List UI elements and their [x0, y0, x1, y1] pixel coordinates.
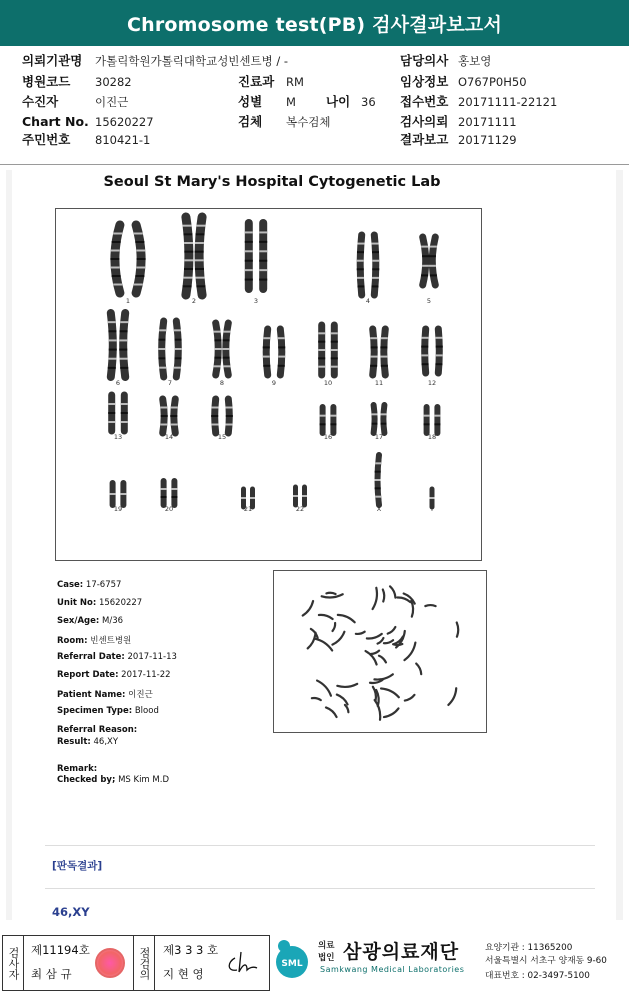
- department-value: RM: [286, 75, 304, 89]
- cytogenetic-report: [12, 170, 616, 920]
- sexage-value: M/36: [102, 616, 124, 626]
- examiner-license: 제11194호: [31, 943, 90, 957]
- chromosome-label-19: 19: [113, 505, 123, 513]
- id-value: 810421-1: [95, 133, 151, 147]
- signature-box: [2, 935, 270, 991]
- metaphase-chromosome: [384, 640, 393, 643]
- metaphase-chromosome: [317, 681, 331, 696]
- metaphase-chromosome: [448, 688, 456, 705]
- chromosome-label-1: 1: [125, 297, 131, 305]
- metaphase-chromosome: [384, 708, 399, 717]
- checker-name: 지 현 영: [163, 967, 204, 981]
- lab-title: Seoul St Mary's Hospital Cytogenetic Lab: [103, 174, 441, 190]
- metaphase-spread: [274, 571, 486, 732]
- divider: [45, 845, 595, 846]
- room-value: 빈센트병원: [90, 636, 132, 646]
- patient-name-value: 이진근: [128, 690, 153, 700]
- sexage-label: Sex/Age:: [57, 616, 100, 626]
- chromosome-17-2: [383, 405, 384, 433]
- checked-label: Checked by;: [57, 775, 116, 785]
- sex-label: 성별: [238, 94, 263, 109]
- checker-label: [133, 936, 155, 990]
- chromosome-label-10: 10: [323, 379, 333, 387]
- institution-value: 가톨릭학원가톨릭대학교성빈센트병 / -: [95, 54, 289, 68]
- metaphase-chromosome: [373, 588, 377, 609]
- chromosome-label-5: 5: [426, 297, 432, 305]
- doctor-value: 홍보영: [458, 54, 492, 68]
- metaphase-chromosome: [303, 601, 313, 616]
- examiner-label: [3, 936, 24, 990]
- metaphase-chromosome: [373, 687, 376, 701]
- metaphase-image: [273, 570, 487, 733]
- metaphase-chromosome: [308, 633, 316, 649]
- chromosome-label-16: 16: [323, 433, 333, 441]
- metaphase-chromosome: [397, 597, 410, 602]
- metaphase-chromosome: [381, 688, 399, 697]
- doctor-label: 담당의사: [400, 53, 449, 68]
- receipt-value: 20171111-22121: [458, 95, 558, 109]
- metaphase-chromosome: [405, 695, 415, 701]
- chromosome-label-13: 13: [113, 433, 123, 441]
- chromosome-label-X: X: [376, 505, 382, 513]
- org-name: 삼광의료재단: [343, 941, 460, 963]
- chromosome-label-8: 8: [219, 379, 225, 387]
- sex-value: M: [286, 95, 296, 109]
- case-value: 17-6757: [85, 580, 122, 590]
- request-value: 20171111: [458, 115, 517, 129]
- chromosome-label-21: 21: [243, 505, 253, 513]
- chromosome-9-2: [280, 329, 282, 375]
- metaphase-chromosome: [379, 656, 386, 663]
- chromosome-11-2: [384, 329, 386, 375]
- metaphase-chromosome: [337, 695, 348, 705]
- chromosome-label-Y: Y: [430, 505, 434, 513]
- karyotype-image: [55, 208, 482, 561]
- metaphase-chromosome: [425, 605, 435, 606]
- chromosome-label-3: 3: [253, 297, 259, 305]
- metaphase-chromosome: [416, 664, 421, 675]
- clinical-value: O767P0H50: [458, 75, 527, 89]
- chromosome-label-6: 6: [115, 379, 121, 387]
- chromosome-label-22: 22: [295, 505, 305, 513]
- patient-name-label: Patient Name:: [57, 690, 126, 700]
- chromosome-12-1: [425, 329, 426, 373]
- interpretation-heading: [판독결과]: [52, 860, 103, 872]
- specimen-type-value: Blood: [134, 706, 159, 716]
- chromosome-label-11: 11: [374, 379, 384, 387]
- signature-mark: [223, 948, 263, 978]
- case-label: Case:: [57, 580, 84, 590]
- karyotype-chromosomes: [56, 209, 481, 560]
- checker-license: 제3 3 3 호: [163, 943, 219, 957]
- chromosome-label-14: 14: [164, 433, 174, 441]
- institution-label: 의뢰기관명: [22, 53, 83, 68]
- specimen-type-label: Specimen Type:: [57, 706, 133, 716]
- result-value: 46,XY: [93, 737, 119, 747]
- metaphase-chromosome: [322, 594, 343, 597]
- metaphase-chromosome: [378, 638, 384, 644]
- metaphase-chromosome: [326, 707, 337, 717]
- receipt-label: 접수번호: [400, 94, 449, 109]
- patient-value: 이진근: [95, 95, 129, 109]
- unit-value: 15620227: [98, 598, 143, 608]
- metaphase-chromosome: [326, 593, 335, 594]
- divider: [45, 888, 595, 889]
- department-label: 진료과: [238, 74, 275, 89]
- metaphase-chromosome: [356, 632, 365, 634]
- org-english-name: Samkwang Medical Laboratories: [320, 965, 465, 974]
- clinical-label: 임상정보: [400, 74, 449, 89]
- care-number: 요양기관 : 11365200: [485, 943, 573, 953]
- specimen-value: 복수검체: [286, 115, 331, 129]
- chromosome-label-18: 18: [427, 433, 437, 441]
- chromosome-label-12: 12: [427, 379, 437, 387]
- metaphase-chromosome: [388, 627, 396, 634]
- hospital-code-label: 병원코드: [22, 74, 71, 89]
- metaphase-chromosome: [411, 601, 413, 617]
- org-prefix-bottom: 법인: [318, 953, 335, 963]
- id-label: 주민번호: [22, 132, 71, 147]
- report-value: 20171129: [458, 133, 517, 147]
- chromosome-9-1: [266, 329, 268, 375]
- checked-value: MS Kim M.D: [118, 775, 169, 785]
- report-date-value: 2017-11-22: [121, 670, 171, 680]
- chromosome-5-2: [432, 237, 435, 285]
- metaphase-chromosome: [314, 639, 332, 651]
- hospital-code-value: 30282: [95, 75, 132, 89]
- chromosome-label-20: 20: [164, 505, 174, 513]
- request-label: 검사의뢰: [400, 114, 449, 129]
- chart-value: 15620227: [95, 115, 154, 129]
- report-title: Chromosome test(PB) 검사결과보고서: [126, 13, 503, 36]
- org-phone: 대표번호 : 02-3497-5100: [485, 971, 590, 981]
- seal-stamp: [95, 948, 125, 978]
- chromosome-label-9: 9: [271, 379, 277, 387]
- report-title-bar: [0, 0, 629, 46]
- patient-label: 수진자: [22, 94, 59, 109]
- metaphase-chromosome: [393, 644, 402, 645]
- metaphase-chromosome: [374, 674, 392, 679]
- metaphase-chromosome: [312, 698, 321, 700]
- metaphase-chromosome: [457, 623, 459, 637]
- report-label: 결과보고: [400, 132, 449, 147]
- metaphase-chromosome: [404, 643, 415, 661]
- age-value: 36: [361, 95, 376, 109]
- metaphase-chromosome: [333, 623, 336, 631]
- sml-logo-icon: [273, 938, 311, 980]
- sml-logo-text: SML: [281, 959, 303, 969]
- checker-label-text: 점검의: [138, 946, 151, 980]
- metaphase-chromosome: [383, 590, 384, 602]
- metaphase-chromosome: [338, 615, 355, 622]
- metaphase-chromosome: [332, 632, 344, 645]
- chromosome-label-2: 2: [191, 297, 197, 305]
- interpretation-value: 46,XY: [52, 905, 90, 919]
- metaphase-chromosome: [319, 615, 333, 619]
- metaphase-chromosome: [345, 705, 348, 712]
- chromosome-17-1: [374, 405, 375, 433]
- chromosome-11-1: [373, 329, 375, 375]
- referral-reason-label: Referral Reason:: [57, 725, 138, 735]
- referral-date-value: 2017-11-13: [127, 652, 177, 662]
- org-address: 서울특별시 서초구 양재동 9-60: [485, 956, 607, 966]
- patient-header: [0, 46, 629, 165]
- chromosome-label-17: 17: [374, 433, 384, 441]
- chromosome-label-4: 4: [365, 297, 371, 305]
- org-prefix-top: 의료: [318, 941, 335, 951]
- chromosome-2-2: [199, 217, 202, 295]
- result-label: Result:: [57, 737, 91, 747]
- chromosome-label-7: 7: [167, 379, 173, 387]
- chromosome-5-1: [423, 237, 426, 285]
- chart-label: Chart No.: [22, 114, 89, 129]
- specimen-label: 검체: [238, 114, 263, 129]
- chromosome-12-2: [438, 329, 439, 373]
- footer: [0, 933, 629, 1000]
- report-date-label: Report Date:: [57, 670, 119, 680]
- chromosome-2-1: [186, 217, 189, 295]
- metaphase-chromosome: [337, 684, 357, 687]
- unit-label: Unit No:: [57, 598, 97, 608]
- age-label: 나이: [326, 94, 351, 109]
- remark-label: Remark:: [57, 764, 98, 774]
- referral-date-label: Referral Date:: [57, 652, 125, 662]
- report-scroll-panel[interactable]: [6, 170, 623, 920]
- room-label: Room:: [57, 636, 88, 646]
- examiner-name: 최 삼 규: [31, 967, 72, 981]
- examiner-label-text: 검사자: [7, 946, 20, 980]
- chromosome-label-15: 15: [217, 433, 227, 441]
- metaphase-chromosome: [390, 586, 395, 597]
- metaphase-chromosome: [371, 651, 379, 654]
- metaphase-chromosome: [367, 634, 382, 639]
